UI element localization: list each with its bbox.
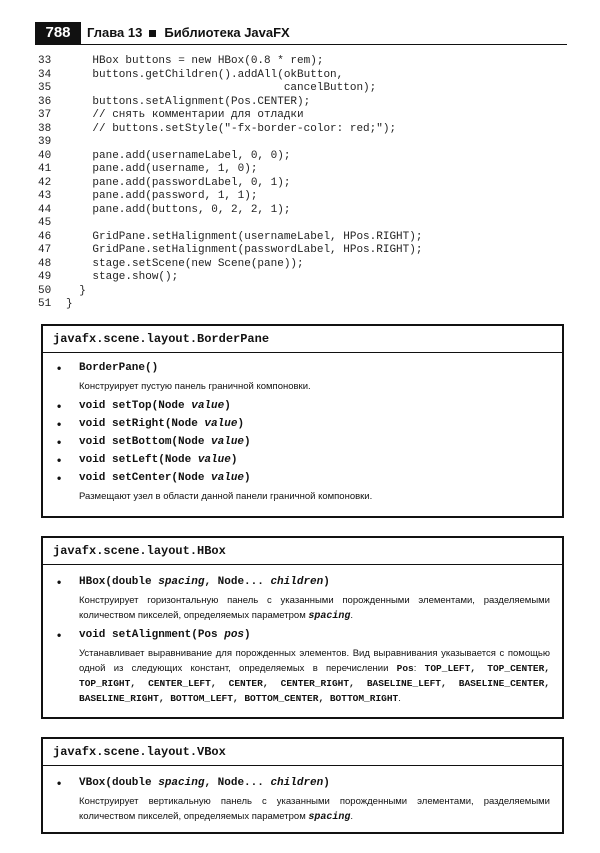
code-line	[38, 285, 422, 299]
line-number: 36	[38, 95, 52, 108]
line-number: 43	[38, 190, 52, 202]
code-line	[38, 258, 422, 272]
code-line	[38, 150, 422, 164]
code-text: pane.add(username, 1, 0);	[66, 163, 258, 175]
api-box-title: javafx.scene.layout.BorderPane	[43, 326, 562, 353]
square-bullet-icon	[149, 30, 156, 37]
code-line	[38, 190, 422, 204]
api-box-vbox	[41, 737, 564, 834]
code-text: cancelButton);	[66, 82, 377, 94]
line-number: 40	[38, 149, 52, 162]
code-line	[38, 217, 422, 231]
code-line	[38, 244, 422, 258]
chapter-title: Библиотека JavaFX	[164, 25, 290, 40]
code-listing	[38, 55, 422, 312]
line-number: 33	[38, 55, 52, 67]
page-header	[35, 22, 567, 46]
api-description: Устанавливает выравнивание для порожденных элементов. Вид выравнивания указывается с помощью одной из следующих констант, определяемых в перечислении Pos: TOP_LEFT, TOP_CENTER, TOP_RIGHT, CENTER_LEFT, CENTER, CENTER_RIGHT, BASELINE_LEFT, BASELINE_CENTER, BASELINE_RIGHT, BOTTOM_LEFT, BOTTOM_CENTER, BOTTOM_RIGHT.	[79, 648, 550, 704]
code-line	[38, 204, 422, 218]
code-line	[38, 136, 422, 150]
api-description: Конструирует пустую панель граничной компоновки.	[79, 381, 311, 392]
code-line	[38, 55, 422, 69]
api-box-borderpane	[41, 324, 564, 518]
line-number: 51	[38, 298, 52, 310]
code-line	[38, 96, 422, 110]
code-text: GridPane.setHalignment(usernameLabel, HPos.RIGHT);	[66, 230, 423, 243]
code-text: pane.add(usernameLabel, 0, 0);	[66, 149, 291, 162]
line-number: 47	[38, 244, 52, 256]
line-number: 34	[38, 68, 52, 81]
code-text: stage.show();	[66, 271, 179, 283]
code-text: stage.setScene(new Scene(pane));	[66, 257, 304, 270]
code-text: }	[66, 298, 73, 310]
api-description: Размещают узел в области данной панели граничной компоновки.	[79, 491, 373, 502]
page-number: 788	[35, 22, 81, 44]
code-line	[38, 231, 422, 245]
api-method: • void setTop(Node value)	[55, 399, 550, 413]
api-box-title: javafx.scene.layout.HBox	[43, 538, 562, 565]
code-text: GridPane.setHalignment(passwordLabel, HPos.RIGHT);	[66, 244, 423, 256]
api-method: • void setAlignment(Pos pos)	[55, 628, 550, 642]
code-text: // снять комментарии для отладки	[66, 109, 304, 121]
code-line	[38, 177, 422, 191]
line-number: 46	[38, 230, 52, 243]
line-number: 38	[38, 122, 52, 135]
api-method: • BorderPane()	[55, 361, 550, 375]
code-line	[38, 163, 422, 177]
code-line	[38, 69, 422, 83]
api-method: • void setLeft(Node value)	[55, 453, 550, 467]
line-number: 44	[38, 203, 52, 216]
code-line	[38, 82, 422, 96]
header-rule	[35, 44, 567, 45]
code-text: HBox buttons = new HBox(0.8 * rem);	[66, 55, 324, 67]
code-line	[38, 109, 422, 123]
line-number: 49	[38, 271, 52, 283]
code-text: }	[66, 284, 86, 297]
line-number: 41	[38, 163, 52, 175]
code-text: pane.add(password, 1, 1);	[66, 190, 258, 202]
code-text: buttons.setAlignment(Pos.CENTER);	[66, 95, 311, 108]
api-method: • HBox(double spacing, Node... children)	[55, 575, 550, 589]
chapter-heading	[87, 24, 290, 42]
line-number: 48	[38, 257, 52, 270]
api-method: • void setRight(Node value)	[55, 417, 550, 431]
line-number: 42	[38, 176, 52, 189]
api-method: • void setCenter(Node value)	[55, 471, 550, 485]
api-method: • void setBottom(Node value)	[55, 435, 550, 449]
code-text: // buttons.setStyle("-fx-border-color: red;");	[66, 122, 397, 135]
api-box-hbox	[41, 536, 564, 719]
code-line	[38, 298, 422, 312]
api-box-title: javafx.scene.layout.VBox	[43, 739, 562, 766]
code-text: pane.add(passwordLabel, 0, 1);	[66, 176, 291, 189]
code-text: buttons.getChildren().addAll(okButton,	[66, 68, 344, 81]
api-method: • VBox(double spacing, Node... children)	[55, 776, 550, 790]
code-line	[38, 271, 422, 285]
line-number: 45	[38, 217, 52, 229]
line-number: 39	[38, 136, 52, 148]
line-number: 37	[38, 109, 52, 121]
api-description: Конструирует вертикальную панель с указанными порожденными элементами, разделяемыми количеством пикселей, определяемых параметром spacing.	[79, 796, 550, 823]
code-text: pane.add(buttons, 0, 2, 2, 1);	[66, 203, 291, 216]
code-line	[38, 123, 422, 137]
chapter-label: Глава 13	[87, 25, 143, 40]
api-description: Конструирует горизонтальную панель с указанными порожденными элементами, разделяемыми количеством пикселей, определяемых параметром spacing.	[79, 595, 550, 622]
line-number: 50	[38, 284, 52, 297]
line-number: 35	[38, 82, 52, 94]
